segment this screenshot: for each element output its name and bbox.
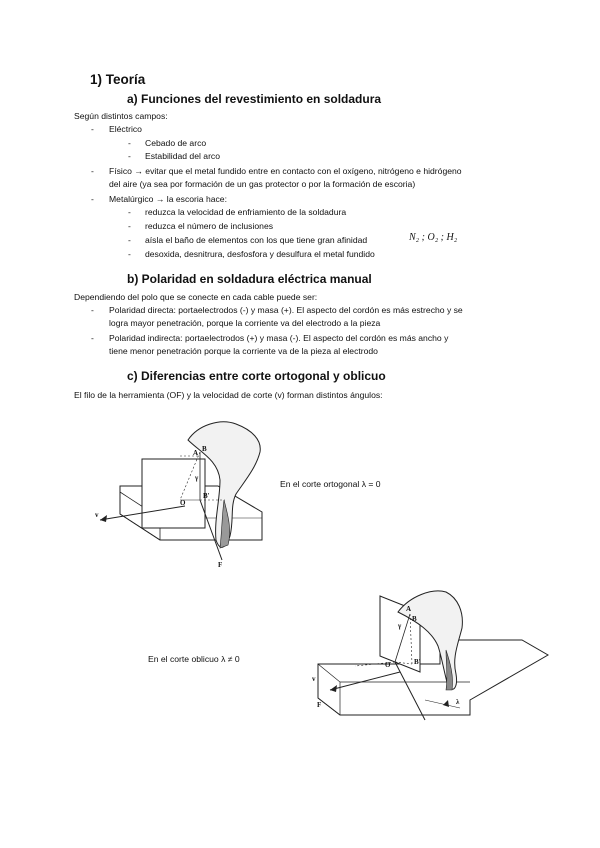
list-item-line: Polaridad indirecta: portaelectrodos (+) y masa (-). El aspecto del cordón es más ancho y — [109, 333, 449, 343]
list-subitem: Estabilidad del arco — [145, 151, 221, 161]
fig2-label-f: F — [317, 701, 322, 709]
fig2-label-a: A — [406, 605, 412, 613]
affinity-formula: N₂ ; O₂ ; H₂ — [409, 232, 458, 243]
bullet: - — [128, 151, 131, 161]
subsection-c-intro: El filo de la herramienta (OF) y la velocidad de corte (v) forman distintos ángulos: — [74, 390, 383, 400]
fig2-label-bp: B' — [414, 658, 421, 666]
list-subitem: reduzca la velocidad de enfriamiento de la soldadura — [145, 207, 347, 217]
list-item-line: tiene menor penetración porque la corriente va de la pieza al electrodo — [109, 346, 378, 356]
fig1-label-o: O — [180, 499, 186, 507]
bullet: - — [128, 207, 131, 217]
fig2-label-v: v — [312, 675, 316, 683]
bullet: - — [128, 138, 131, 148]
section-title: 1) Teoría — [90, 72, 146, 87]
fig1-label-b: B — [202, 445, 207, 453]
subsection-a-title: a) Funciones del revestimiento en soldadura — [127, 92, 382, 106]
bullet: - — [128, 249, 131, 259]
caption-oblique: En el corte oblicuo λ ≠ 0 — [148, 654, 240, 664]
list-subitem: Cebado de arco — [145, 138, 207, 148]
fig1-label-v: v — [95, 511, 99, 519]
subsection-a-intro: Según distintos campos: — [74, 111, 168, 121]
list-subitem: aísla el baño de elementos con los que tiene gran afinidad — [145, 235, 368, 245]
list-item-line: logra mayor penetración, porque la corriente va del electrodo a la pieza — [109, 318, 381, 328]
list-subitem: desoxida, desnitrura, desfosfora y desulfura el metal fundido — [145, 249, 375, 259]
fig1-label-a: A — [193, 449, 199, 457]
subsection-b-intro: Dependiendo del polo que se conecte en cada cable puede ser: — [74, 292, 318, 302]
list-subitem: reduzca el número de inclusiones — [145, 221, 274, 231]
bullet: - — [128, 221, 131, 231]
bullet: - — [91, 166, 94, 176]
caption-orthogonal: En el corte ortogonal λ = 0 — [280, 479, 381, 489]
list-item: Metalúrgico → la escoria hace: — [109, 194, 227, 204]
bullet: - — [91, 124, 94, 134]
fig1-label-bp: B' — [203, 492, 210, 500]
list-item-line: Polaridad directa: portaelectrodos (-) y masa (+). El aspecto del cordón es más estrecho y se — [109, 305, 463, 315]
list-item: Eléctrico — [109, 124, 142, 134]
bullet: - — [91, 305, 94, 315]
list-item-line: del aire (ya sea por formación de un gas protector o por la formación de escoria) — [109, 179, 416, 189]
bullet: - — [128, 235, 131, 245]
fig2-label-o: O — [385, 661, 391, 669]
fig2-label-b: B — [412, 615, 417, 623]
subsection-b-title: b) Polaridad en soldadura eléctrica manual — [127, 272, 372, 286]
fig2-label-lambda: λ — [456, 698, 460, 706]
list-item-line: Físico → evitar que el metal fundido entre en contacto con el oxígeno, nitrógeno e hidrógeno — [109, 166, 462, 176]
subsection-c-title: c) Diferencias entre corte ortogonal y oblicuo — [127, 369, 386, 383]
fig1-label-f: F — [218, 561, 223, 569]
fig2-label-gamma: γ — [398, 622, 402, 630]
bullet: - — [91, 194, 94, 204]
bullet: - — [91, 333, 94, 343]
fig1-label-gamma: γ — [195, 474, 199, 482]
